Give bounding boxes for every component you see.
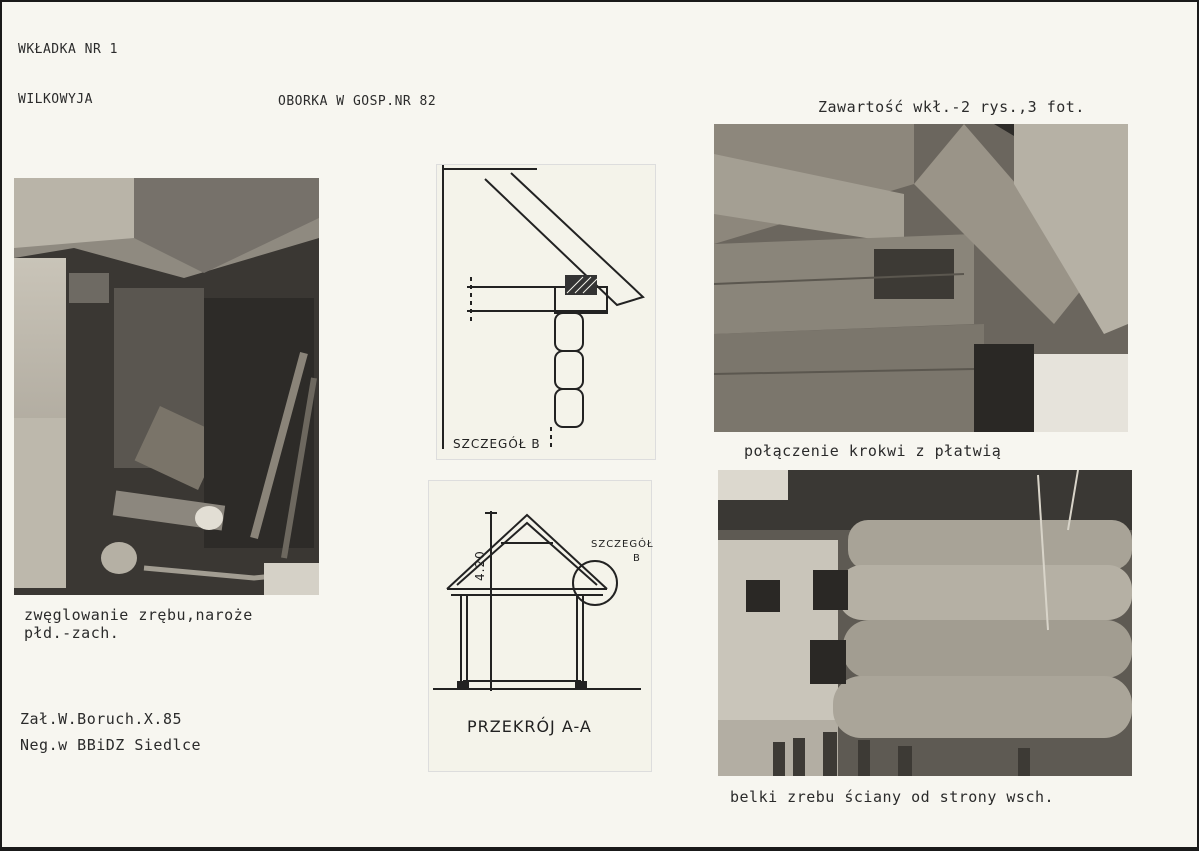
negative-note: Neg.w BBiDZ Siedlce: [20, 736, 202, 754]
photo-corner-image: [14, 178, 319, 595]
photo-corner: [14, 178, 319, 595]
document-sheet: [2, 2, 1197, 847]
section-height-dimension: 4.20: [473, 550, 487, 581]
section-detail-ref-line1: SZCZEGÓŁ: [591, 539, 654, 550]
drawing-detail-b: [436, 164, 656, 460]
caption-corner-line2: płd.-zach.: [24, 624, 120, 642]
object-title: OBORKA W GOSP.NR 82: [278, 94, 437, 109]
photo-beams-image: [718, 470, 1132, 776]
photo-rafter: [714, 124, 1128, 432]
section-detail-ref-line2: B: [633, 553, 641, 564]
place-name: WILKOWYJA: [18, 92, 93, 107]
detail-b-sketch: [437, 165, 655, 459]
author-note: Zał.W.Boruch.X.85: [20, 710, 183, 728]
photo-beams: [718, 470, 1132, 776]
detail-b-label: SZCZEGÓŁ B: [453, 437, 541, 451]
section-aa-label: PRZEKRÓJ A-A: [467, 717, 592, 736]
insert-number: WKŁADKA NR 1: [18, 42, 118, 57]
caption-corner-line1: zwęglowanie zrębu,naroże: [24, 606, 253, 624]
caption-rafter: połączenie krokwi z płatwią: [744, 442, 1002, 460]
caption-beams: belki zrebu ściany od strony wsch.: [730, 788, 1055, 806]
contents-note: Zawartość wkł.-2 rys.,3 fot.: [818, 98, 1085, 116]
photo-rafter-image: [714, 124, 1128, 432]
drawing-section-aa: [428, 480, 652, 772]
